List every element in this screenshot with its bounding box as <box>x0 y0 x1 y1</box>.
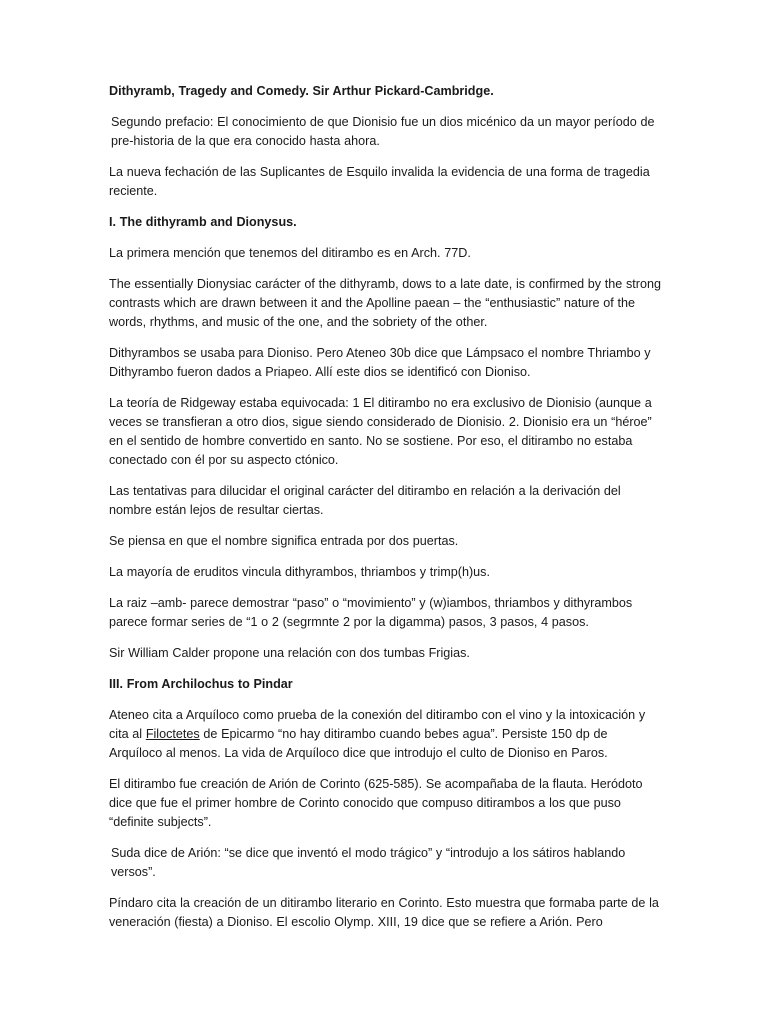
paragraph-ateneo-before: Ateneo cita a Arquíloco como prueba de la conexión del ditirambo con el vino y la intoxicación y cita al <box>109 708 646 741</box>
section-heading-dithyramb-dionysus: I. The dithyramb and Dionysus. <box>109 215 297 229</box>
paragraph-fechacion: La nueva fechación de las Suplicantes de Esquilo invalida la evidencia de una forma de tragedia reciente. <box>109 165 650 198</box>
paragraph-tentativas: Las tentativas para dilucidar el original carácter del ditirambo en relación a la derivación del nombre están lejos de resultar ciertas. <box>109 484 621 517</box>
paragraph-ridgeway: La teoría de Ridgeway estaba equivocada: 1 El ditirambo no era exclusivo de Dionisio (aunque a veces se transfieran a otro dios, sigue siendo considerado de Dionisio. 2. Dionisio era un “héroe” en el sentido de hombre convertido en santo. No se sostiene. Por eso, el ditirambo no estaba conectado con él por su aspecto ctónico. <box>109 396 652 467</box>
section-heading-archilochus-pindar: III. From Archilochus to Pindar <box>109 677 293 691</box>
paragraph-arion-corinto: El ditirambo fue creación de Arión de Corinto (625-585). Se acompañaba de la flauta. Heródoto dice que fue el primer hombre de Corinto conocido que compuso ditirambos a los que puso “definite subjects”. <box>109 777 643 829</box>
paragraph-ateneo-arquiloco <box>109 706 661 763</box>
document-page <box>109 82 661 944</box>
filoctetes-link[interactable]: Filoctetes <box>145 727 200 741</box>
paragraph-eruditos: La mayoría de eruditos vincula dithyrambos, thriambos y trimp(h)us. <box>109 565 490 579</box>
paragraph-primera-mencion: La primera mención que tenemos del ditirambo es en Arch. 77D. <box>109 246 471 260</box>
paragraph-pindaro: Píndaro cita la creación de un ditirambo literario en Corinto. Esto muestra que formaba parte de la veneración (fiesta) a Dioniso. El escolio Olymp. XIII, 19 dice que se refiere a Arión. Pero <box>109 896 659 929</box>
paragraph-calder: Sir William Calder propone una relación con dos tumbas Frigias. <box>109 646 470 660</box>
paragraph-nombre-puertas: Se piensa en que el nombre significa entrada por dos puertas. <box>109 534 459 548</box>
paragraph-ateneo-after: de Epicarmo “no hay ditirambo cuando bebes agua”. Persiste 150 dp de Arquíloco al menos. La vida de Arquíloco dice que introdujo el culto de Dioniso en Paros. <box>109 727 608 760</box>
paragraph-suda-arion: Suda dice de Arión: “se dice que inventó el modo trágico” y “introdujo a los sátiros hablando versos”. <box>111 846 626 879</box>
paragraph-dionysiac-character: The essentially Dionysiac carácter of the dithyramb, dows to a late date, is confirmed by the strong contrasts which are drawn between it and the Apolline paean – the “enthusiastic” nature of the words, rhythms, and music of the one, and the sobriety of the other. <box>109 277 661 329</box>
paragraph-segundo-prefacio: Segundo prefacio: El conocimiento de que Dionisio fue un dios micénico da un mayor período de pre-historia de la que era conocido hasta ahora. <box>111 115 655 148</box>
paragraph-raiz-amb: La raiz –amb- parece demostrar “paso” o “movimiento” y (w)iambos, thriambos y dithyrambos parece formar series de “1 o 2 (segrmnte 2 por la digamma) pasos, 3 pasos, 4 pasos. <box>109 596 633 629</box>
document-title: Dithyramb, Tragedy and Comedy. Sir Arthur Pickard-Cambridge. <box>109 84 494 98</box>
paragraph-dithyrambos-dioniso: Dithyrambos se usaba para Dioniso. Pero Ateneo 30b dice que Lámpsaco el nombre Thriambo y Dithyrambo fueron dados a Priapeo. Allí este dios se identificó con Dioniso. <box>109 346 651 379</box>
